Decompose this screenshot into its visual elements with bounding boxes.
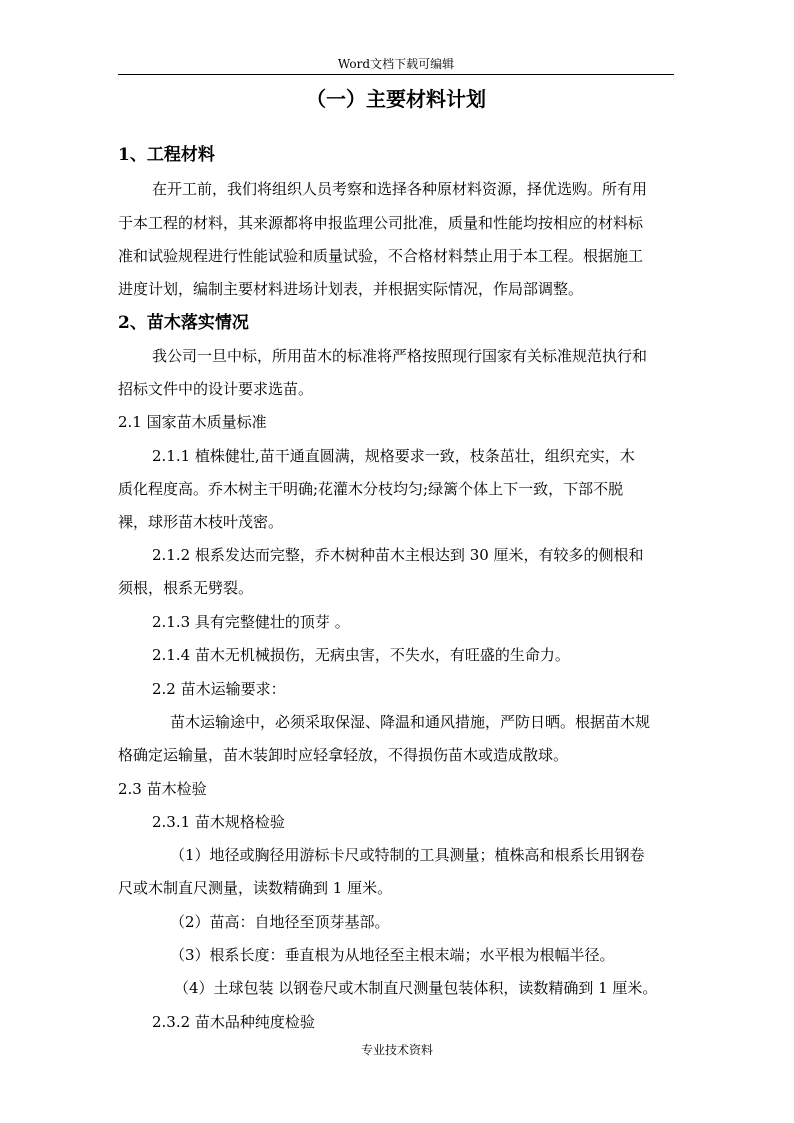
paragraph-line: 招标文件中的设计要求选苗。: [118, 380, 314, 398]
paragraph-line: 进度计划，编制主要材料进场计划表，并根据实际情况，作局部调整。: [118, 280, 584, 298]
page-title: （一）主要材料计划: [306, 87, 486, 111]
subheading-2-3-1: 2.3.1 苗木规格检验: [152, 813, 285, 831]
page-header: Word文档下载可编辑: [337, 57, 455, 71]
paragraph-line: 于本工程的材料，其来源都将申报监理公司批准，质量和性能均按相应的材料标: [118, 214, 644, 232]
subheading-2-3: 2.3 苗木检验: [118, 780, 207, 798]
paragraph-line: 裸，球形苗木枝叶茂密。: [118, 513, 284, 531]
paragraph-line: 2.1.3 具有完整健壮的顶芽 。: [152, 613, 350, 631]
paragraph-line: 2.1.1 植株健壮,苗干通直圆满，规格要求一致，枝条茁壮，组织充实，木: [152, 447, 635, 465]
paragraph-line: 质化程度高。乔木树主干明确;花灌木分枝均匀;绿篱个体上下一致，下部不脱: [118, 480, 624, 498]
subheading-2-2: 2.2 苗木运输要求：: [152, 680, 286, 698]
list-item-continuation: 尺或木制直尺测量，读数精确到 1 厘米。: [118, 879, 393, 897]
section-heading-seedlings: 2、苗木落实情况: [118, 313, 249, 333]
section-heading-materials: 1、工程材料: [118, 145, 215, 165]
paragraph-line: 在开工前，我们将组织人员考察和选择各种原材料资源，择优选购。所有用: [152, 180, 648, 198]
list-item: （1）地径或胸径用游标卡尺或特制的工具测量；植株高和根系长用钢卷: [170, 846, 645, 864]
paragraph-line: 2.1.2 根系发达而完整，乔木树种苗木主根达到 30 厘米，有较多的侧根和: [152, 546, 644, 564]
paragraph-line: 2.1.4 苗木无机械损伤，无病虫害，不失水，有旺盛的生命力。: [152, 646, 570, 664]
paragraph-line: 苗木运输途中，必须采取保湿、降温和通风措施，严防日晒。根据苗木规: [170, 713, 651, 731]
list-item: （2）苗高：自地径至顶芽基部。: [170, 913, 390, 931]
paragraph-line: 须根，根系无劈裂。: [118, 579, 254, 597]
page-footer: 专业技术资料: [360, 1043, 433, 1057]
subheading-2-3-2: 2.3.2 苗木品种纯度检验: [152, 1013, 315, 1031]
header-divider: [118, 74, 674, 75]
paragraph-line: 准和试验规程进行性能试验和质量试验，不合格材料禁止用于本工程。根据施工: [118, 247, 644, 265]
paragraph-line: 格确定运输量，苗木装卸时应轻拿轻放，不得损伤苗木或造成散球。: [118, 746, 569, 764]
paragraph-line: 我公司一旦中标，所用苗木的标准将严格按照现行国家有关标准规范执行和: [152, 347, 648, 365]
list-item: （3）根系长度：垂直根为从地径至主根末端；水平根为根幅半径。: [170, 946, 615, 964]
subheading-2-1: 2.1 国家苗木质量标准: [118, 413, 267, 431]
list-item: （4）土球包装 以钢卷尺或木制直尺测量包装体积，读数精确到 1 厘米。: [174, 979, 658, 997]
